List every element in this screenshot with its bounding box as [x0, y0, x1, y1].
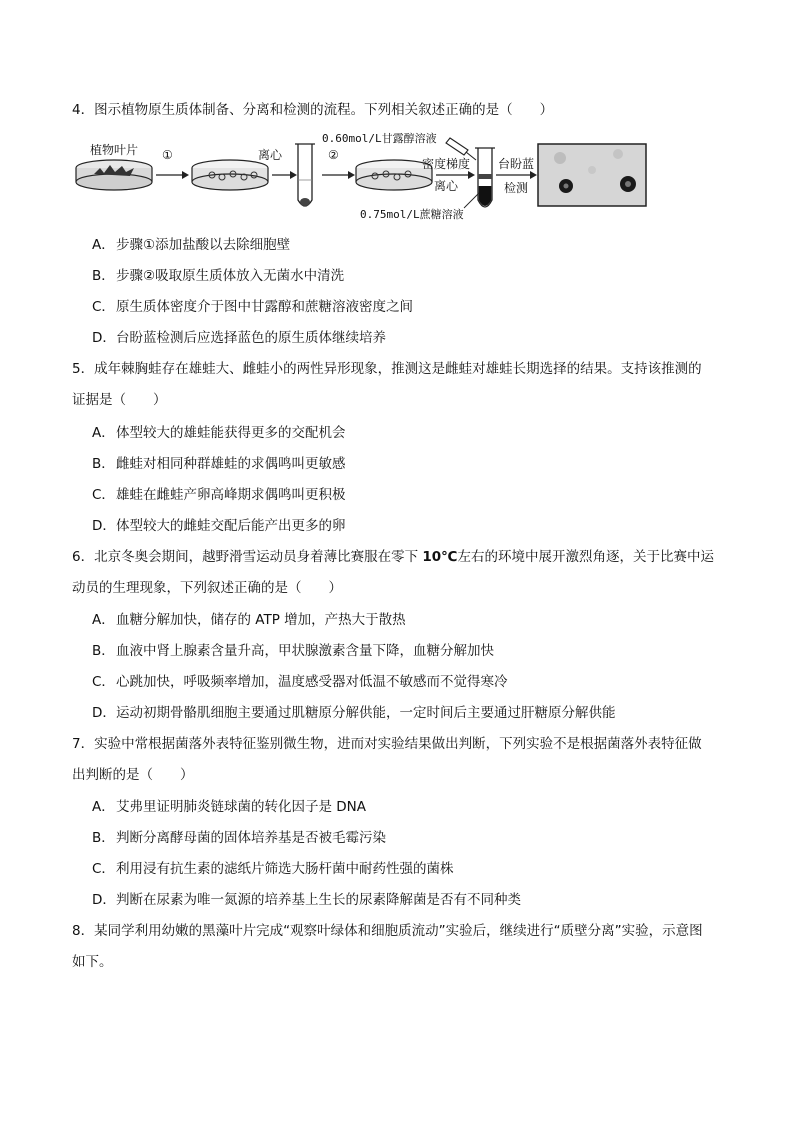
arrow-right-icon — [156, 171, 189, 179]
test-tube-icon — [295, 144, 315, 206]
question-5-stem-line2: 证据是（ ） — [72, 392, 167, 408]
question-8-stem-line1: 8．某同学利用幼嫩的黑藻叶片完成“观察叶绿体和细胞质流动”实验后，继续进行“质壁分离”实验，示意图 — [72, 923, 703, 939]
leaf-label: 植物叶片 — [90, 143, 139, 157]
q7-option-b[interactable]: B．判断分离酵母菌的固体培养基是否被毛霉污染 — [92, 830, 386, 846]
centrifuge-label: 离心 — [258, 148, 283, 162]
q4-option-c[interactable]: C．原生质体密度介于图中甘露醇和蔗糖溶液密度之间 — [92, 299, 413, 315]
question-5 — [72, 354, 722, 416]
question-7-stem-line1: 7．实验中常根据菌落外表特征鉴别微生物，进而对实验结果做出判断，下列实验不是根据菌落外表特征做 — [72, 736, 702, 752]
arrow-right-icon — [272, 171, 297, 179]
leaf-dish-icon — [76, 160, 152, 190]
q6-option-d[interactable]: D．运动初期骨骼肌细胞主要通过肌糖原分解供能，一定时间后主要通过肝糖原分解供能 — [92, 705, 616, 721]
petri-dish-icon — [192, 160, 268, 190]
question-8-stem-line2: 如下。 — [72, 954, 113, 970]
gradient-centrifuge-label: 离心 — [434, 179, 459, 193]
question-6-stem-line1: 6．北京冬奥会期间，越野滑雪运动员身着薄比赛服在零下 10℃左右的环境中展开激烈角逐，关于比赛中运 — [72, 549, 715, 565]
question-7 — [72, 729, 722, 791]
question-8 — [72, 916, 722, 978]
arrow-right-icon — [322, 171, 355, 179]
q4-option-b[interactable]: B．步骤②吸取原生质体放入无菌水中清洗 — [92, 268, 345, 284]
question-7-stem-line2: 出判断的是（ ） — [72, 767, 194, 783]
q6-option-b[interactable]: B．血液中肾上腺素含量升高，甲状腺激素含量下降，血糖分解加快 — [92, 643, 494, 659]
q5-option-a[interactable]: A．体型较大的雄蛙能获得更多的交配机会 — [92, 425, 346, 441]
step1-label: ① — [162, 148, 173, 162]
q4-option-d[interactable]: D．台盼蓝检测后应选择蓝色的原生质体继续培养 — [92, 330, 386, 346]
q5-option-d[interactable]: D．体型较大的雌蛙交配后能产出更多的卵 — [92, 518, 346, 534]
question-6 — [72, 542, 722, 604]
step2-label: ② — [328, 148, 339, 162]
arrow-right-icon — [496, 171, 537, 179]
sucrose-pointer — [464, 193, 479, 208]
protoplast-flow-diagram — [72, 130, 652, 225]
arrow-right-icon — [436, 171, 475, 179]
q5-option-c[interactable]: C．雄蛙在雌蛙产卵高峰期求偶鸣叫更积极 — [92, 487, 346, 503]
trypan-label: 台盼蓝 — [498, 157, 535, 171]
sucrose-label: 0.75mol/L蔗糖溶液 — [360, 208, 464, 221]
q6-option-a[interactable]: A．血糖分解加快，储存的 ATP 增加，产热大于散热 — [92, 612, 406, 628]
question-4 — [72, 95, 722, 126]
q5-option-b[interactable]: B．雌蛙对相同种群雄蛙的求偶鸣叫更敏感 — [92, 456, 346, 472]
q6-option-c[interactable]: C．心跳加快，呼吸频率增加，温度感受器对低温不敏感而不觉得寒冷 — [92, 674, 508, 690]
question-4-stem: 4．图示植物原生质体制备、分离和检测的流程。下列相关叙述正确的是（ ） — [72, 102, 554, 118]
mannitol-label: 0.60mol/L甘露醇溶液 — [322, 132, 437, 145]
detect-label: 检测 — [504, 181, 529, 195]
question-5-stem-line1: 5．成年棘胸蛙存在雄蛙大、雌蛙小的两性异形现象，推测这是雌蛙对雄蛙长期选择的结果。支持该推测的 — [72, 361, 702, 377]
q4-option-a[interactable]: A．步骤①添加盐酸以去除细胞壁 — [92, 237, 291, 253]
question-6-stem-line2: 动员的生理现象，下列叙述正确的是（ ） — [72, 580, 342, 596]
q7-option-d[interactable]: D．判断在尿素为唯一氮源的培养基上生长的尿素降解菌是否有不同种类 — [92, 892, 521, 908]
petri-dish-icon — [356, 160, 432, 190]
gradient-tube-icon — [475, 148, 495, 207]
q7-option-c[interactable]: C．利用浸有抗生素的滤纸片筛选大肠杆菌中耐药性强的菌株 — [92, 861, 454, 877]
q7-option-a[interactable]: A．艾弗里证明肺炎链球菌的转化因子是 DNA — [92, 799, 367, 815]
micrograph-image — [538, 144, 646, 206]
gradient-label: 密度梯度 — [422, 157, 471, 171]
